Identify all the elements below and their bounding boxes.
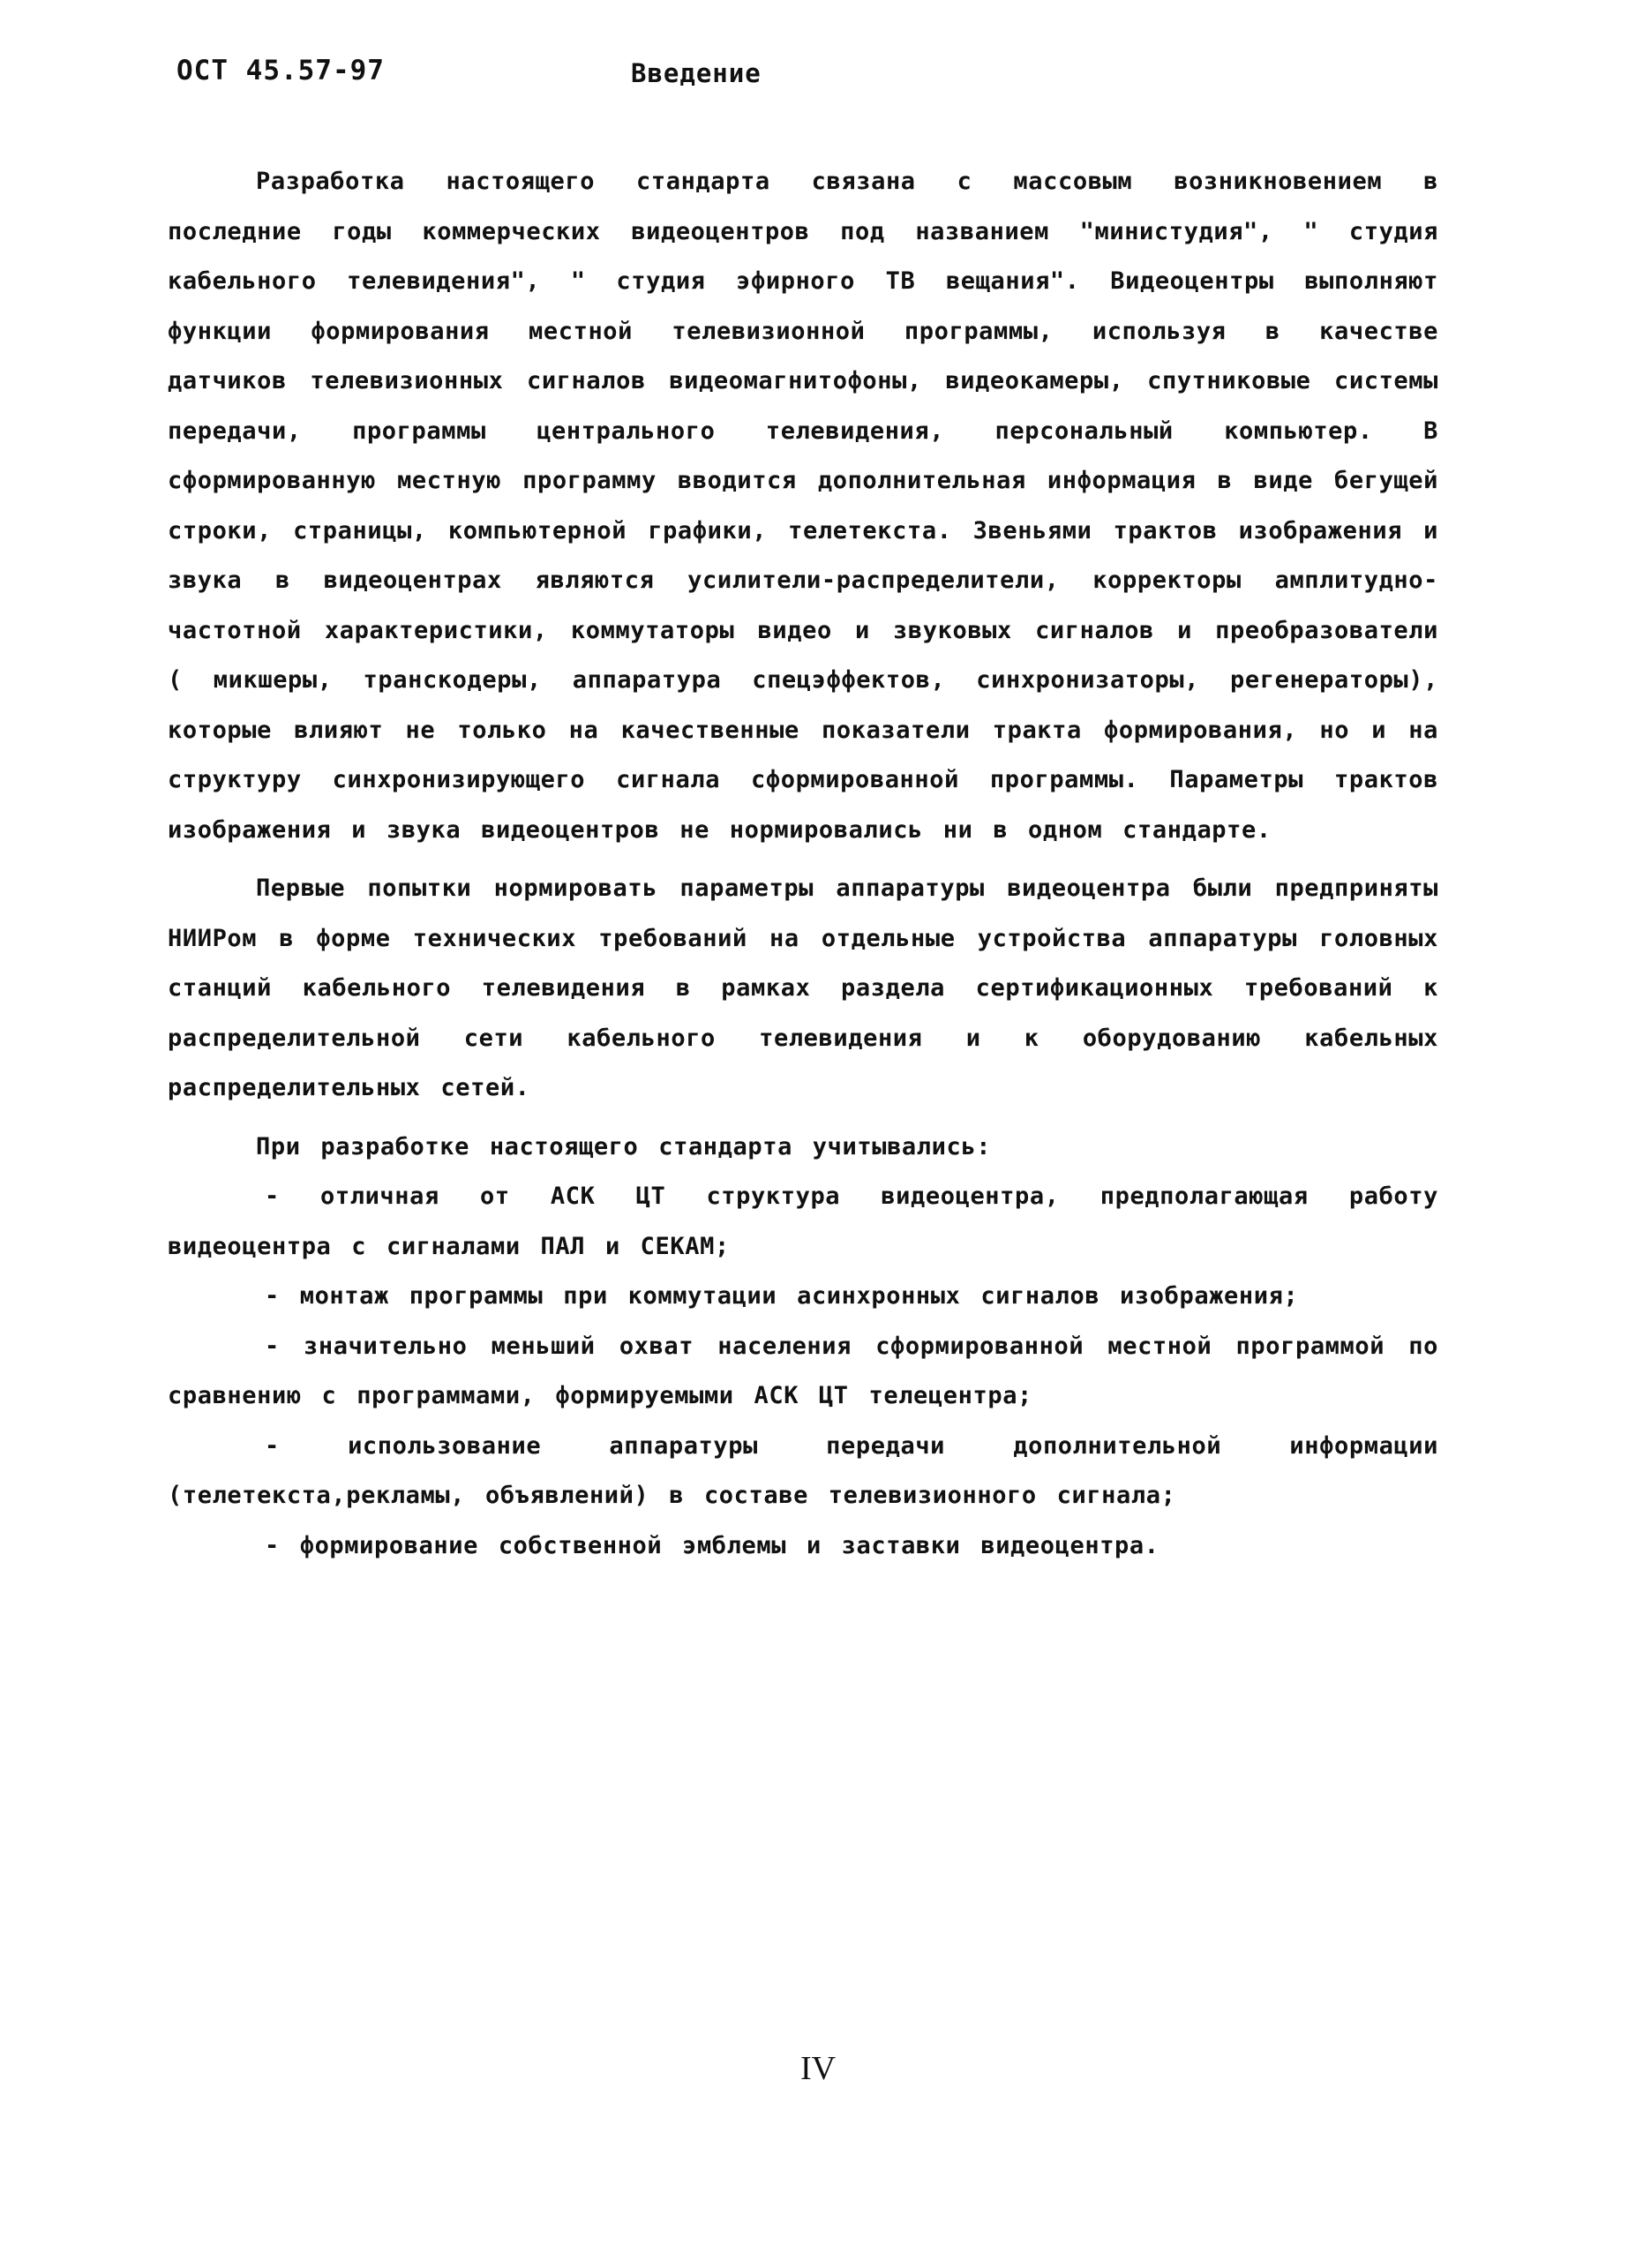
paragraph-considerations-lead: При разработке настоящего стандарта учитывались:: [256, 1132, 992, 1160]
section-title: Введение: [631, 58, 762, 88]
list-item: - значительно меньший охват населения сформированной местной программой по сравнению с программами, формируемыми АСК ЦТ телецентра;: [168, 1332, 1438, 1409]
paragraph-niir: Первые попытки нормировать параметры аппаратуры видеоцентра были предприняты НИИРом в форме технических требований на отдельные устройства аппаратуры головных станций кабельного телевидения в рамках раздела сертификационных требований к распределительной сети кабельного телевидения и к оборудованию кабельных распределительных сетей.: [168, 875, 1438, 1101]
page-header: [176, 55, 1456, 108]
body-text: [168, 157, 1438, 1571]
list-item: - формирование собственной эмблемы и заставки видеоцентра.: [265, 1531, 1159, 1559]
list-item: - использование аппаратуры передачи дополнительной информации (телетекста,рекламы, объявлений) в составе телевизионного сигнала;: [168, 1431, 1438, 1509]
paragraph-intro: Разработка настоящего стандарта связана с массовым возникновением в последние годы коммерческих видеоцентров под названием "министудия", " студия кабельного телевидения", " студия эфирного ТВ вещания". Видеоцентры выполняют функции формирования местной телевизионной программы, используя в качестве датчиков телевизионных сигналов видеомагнитофоны, видеокамеры, спутниковые системы передачи, программы центрального телевидения, персональный компьютер. В сформированную местную программу вводится дополнительная информация в виде бегущей строки, страницы, компьютерной графики, телетекста. Звеньями трактов изображения и звука в видеоцентрах являются усилители-распределители, корректоры амплитудно-частотной характеристики, коммутаторы видео и звуковых сигналов и преобразователи ( микшеры, транскодеры, аппаратура спецэффектов, синхронизаторы, регенераторы), которые влияют не только на качественные показатели тракта формирования, но и на структуру синхронизирующего сигнала сформированной программы. Параметры трактов изображения и звука видеоцентров не нормировались ни в одном стандарте.: [168, 168, 1438, 844]
list-item: - отличная от АСК ЦТ структура видеоцентра, предполагающая работу видеоцентра с сигналами ПАЛ и СЕКАМ;: [168, 1183, 1438, 1260]
document-code: ОСТ 45.57-97: [176, 55, 385, 86]
page-number: IV: [799, 2050, 837, 2087]
list-item: - монтаж программы при коммутации асинхронных сигналов изображения;: [265, 1282, 1299, 1310]
